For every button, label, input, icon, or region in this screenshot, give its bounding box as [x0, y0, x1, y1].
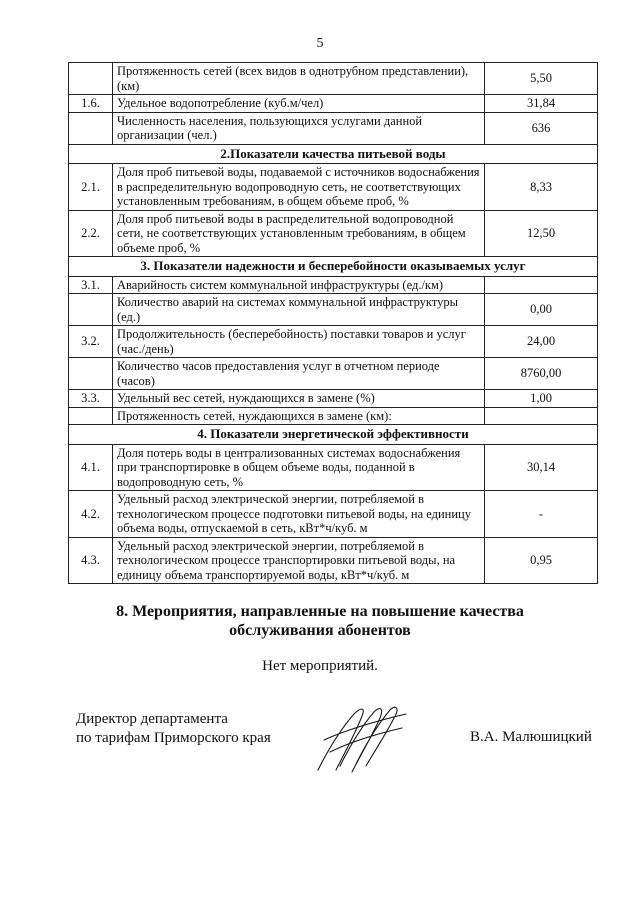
handwritten-signature-icon [310, 700, 410, 778]
row-number: 4.1. [69, 444, 113, 491]
indicator-value: 0,95 [485, 537, 598, 584]
signer-position [76, 710, 271, 748]
indicator-name: Аварийность систем коммунальной инфраструктуры (ед./км) [113, 276, 485, 294]
row-number: 3.1. [69, 276, 113, 294]
row-number [69, 294, 113, 326]
table-row [69, 95, 598, 113]
indicator-name: Доля потерь воды в централизованных системах водоснабжения при транспортировке в общем объеме воды, поданной в водопроводную сеть, % [113, 444, 485, 491]
section-header: 2.Показатели качества питьевой воды [69, 144, 598, 164]
indicator-value: 8760,00 [485, 358, 598, 390]
section-8-title-line-2: обслуживания абонентов [229, 622, 411, 639]
section-header: 3. Показатели надежности и бесперебойности оказываемых услуг [69, 257, 598, 277]
signer-position-line-1: Директор департамента [76, 711, 228, 727]
indicators-table-body [69, 63, 598, 584]
row-number: 1.6. [69, 95, 113, 113]
row-number: 4.3. [69, 537, 113, 584]
indicator-value: 636 [485, 112, 598, 144]
row-number [69, 112, 113, 144]
indicator-name: Удельный вес сетей, нуждающихся в замене (%) [113, 390, 485, 408]
indicator-value: 1,00 [485, 390, 598, 408]
signer-position-line-2: по тарифам Приморского края [76, 730, 271, 746]
indicator-name: Количество аварий на системах коммунальной инфраструктуры (ед.) [113, 294, 485, 326]
indicator-name: Количество часов предоставления услуг в отчетном периоде (часов) [113, 358, 485, 390]
indicator-value: 31,84 [485, 95, 598, 113]
indicators-table [68, 62, 598, 584]
row-number: 2.1. [69, 164, 113, 211]
table-row [69, 326, 598, 358]
row-number [69, 358, 113, 390]
indicator-value: 0,00 [485, 294, 598, 326]
indicator-name: Удельный расход электрической энергии, потребляемой в технологическом процессе подготовки питьевой воды, на единицу объема воды, отпускаемой в сеть, кВт*ч/куб. м [113, 491, 485, 538]
section-header-row [69, 257, 598, 277]
table-row [69, 537, 598, 584]
indicator-name: Численность населения, пользующихся услугами данной организации (чел.) [113, 112, 485, 144]
row-number: 4.2. [69, 491, 113, 538]
indicator-name: Удельный расход электрической энергии, потребляемой в технологическом процессе транспортировки питьевой воды, на единицу объема транспортируемой воды, кВт*ч/куб. м [113, 537, 485, 584]
section-header: 4. Показатели энергетической эффективности [69, 425, 598, 445]
table-row [69, 358, 598, 390]
table-row [69, 164, 598, 211]
table-row [69, 210, 598, 257]
section-8-title-line-1: 8. Мероприятия, направленные на повышение качества [116, 603, 524, 620]
indicator-name: Протяженность сетей (всех видов в однотрубном представлении), (км) [113, 63, 485, 95]
indicator-value: 24,00 [485, 326, 598, 358]
page-number: 5 [316, 36, 324, 51]
indicator-name: Протяженность сетей, нуждающихся в замене (км): [113, 407, 485, 425]
indicator-name: Доля проб питьевой воды, подаваемой с источников водоснабжения в распределительную водопроводную сеть, не соответствующих установленным требованиям, в общем объеме проб, % [113, 164, 485, 211]
indicator-value: 30,14 [485, 444, 598, 491]
table-row [69, 112, 598, 144]
table-row [69, 294, 598, 326]
indicator-name: Продолжительность (бесперебойность) поставки товаров и услуг (час./день) [113, 326, 485, 358]
indicator-value [485, 276, 598, 294]
section-8-body: Нет мероприятий. [262, 658, 378, 674]
table-row [69, 63, 598, 95]
section-8-heading [0, 602, 640, 640]
indicator-name: Доля проб питьевой воды в распределительной водопроводной сети, не соответствующих установленным требованиям, в общем объеме проб, % [113, 210, 485, 257]
row-number: 3.3. [69, 390, 113, 408]
section-header-row [69, 144, 598, 164]
indicator-name: Удельное водопотребление (куб.м/чел) [113, 95, 485, 113]
table-row [69, 407, 598, 425]
row-number: 2.2. [69, 210, 113, 257]
indicator-value [485, 407, 598, 425]
table-row [69, 491, 598, 538]
section-header-row [69, 425, 598, 445]
indicator-value: 12,50 [485, 210, 598, 257]
table-row [69, 444, 598, 491]
signer-name: В.А. Малюшицкий [470, 729, 592, 745]
row-number: 3.2. [69, 326, 113, 358]
row-number [69, 407, 113, 425]
table-row [69, 390, 598, 408]
indicator-value: 5,50 [485, 63, 598, 95]
table-row [69, 276, 598, 294]
row-number [69, 63, 113, 95]
indicator-value: 8,33 [485, 164, 598, 211]
indicator-value: - [485, 491, 598, 538]
